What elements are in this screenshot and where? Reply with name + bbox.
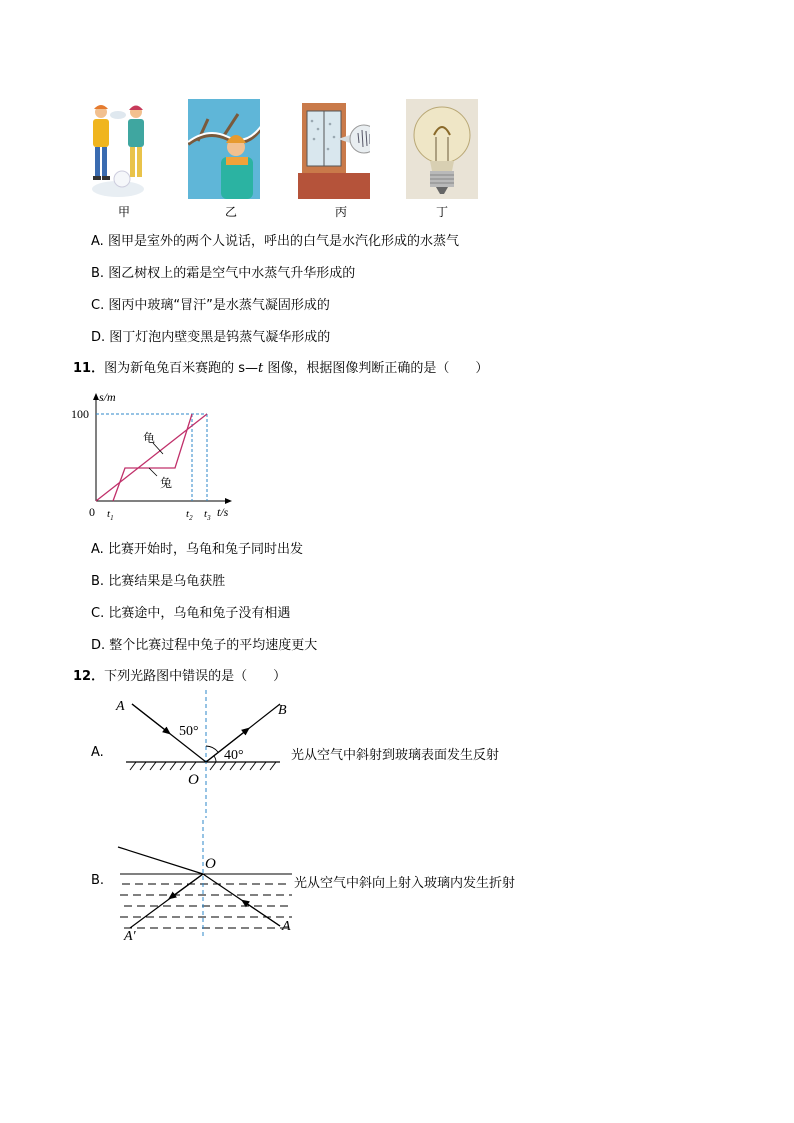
label-O: O [188, 772, 199, 788]
label-B: B [278, 703, 287, 718]
stem-text: 图像，根据图像判断正确的是（ ） [263, 361, 489, 376]
option-text: 比赛结果是乌龟获胜 [108, 574, 226, 589]
option-key: A. [91, 234, 104, 249]
option-text: 比赛开始时，乌龟和兔子同时出发 [107, 542, 303, 557]
figure-bing-illustration [298, 99, 370, 199]
y-axis-label: s/m [99, 390, 116, 404]
q11-option-d[interactable] [91, 634, 317, 653]
stem-text: 图为新龟兔百米赛跑的 s— [104, 361, 258, 376]
air-ray [118, 847, 203, 874]
q11-option-c[interactable] [91, 602, 290, 621]
x-tick-t2: $t_2$ [186, 508, 193, 522]
rabbit-label: 兔 [160, 476, 173, 490]
option-text: 图乙树杈上的霜是空气中水蒸气升华形成的 [108, 266, 356, 281]
question-number: 11． [73, 361, 105, 376]
option-text: 图丙中玻璃“冒汗”是水蒸气凝固形成的 [108, 298, 330, 313]
q12-option-a-key[interactable]: A. [91, 745, 104, 760]
option-key: C. [91, 298, 105, 313]
x-tick-t3: $t_3$ [204, 508, 211, 522]
option-text: 比赛途中，乌龟和兔子没有相遇 [108, 606, 291, 621]
question-number: 12． [73, 669, 105, 684]
turtle-line [96, 414, 207, 501]
label-A: A [282, 919, 291, 934]
option-key: B. [91, 574, 105, 589]
q11-stem [73, 357, 488, 376]
angle-50: 50° [179, 724, 199, 739]
option-key: A. [91, 542, 104, 557]
q10-option-c[interactable] [91, 294, 330, 313]
x-axis-label: t/s [217, 505, 229, 519]
q10-option-b[interactable] [91, 262, 355, 281]
q10-option-d[interactable] [91, 326, 330, 345]
label-A: A [116, 699, 125, 714]
option-text: 整个比赛过程中兔子的平均速度更大 [109, 638, 318, 653]
st-graph [65, 388, 245, 523]
option-text: 图丁灯泡内壁变黑是钨蒸气凝华形成的 [109, 330, 331, 345]
q12-a-description: 光从空气中斜射到玻璃表面发生反射 [291, 748, 500, 763]
figure-yi-illustration [188, 99, 260, 199]
figure-caption-ding: 丁 [435, 205, 448, 219]
x-tick-t1: $t_1$ [107, 508, 114, 522]
figure-ding-illustration [406, 99, 478, 199]
turtle-label: 龟 [143, 431, 156, 445]
origin-label: 0 [89, 505, 95, 519]
q12-stem [73, 665, 286, 684]
q11-option-a[interactable] [91, 538, 303, 557]
figure-caption-jia: 甲 [117, 205, 130, 219]
figure-jia-illustration [82, 99, 154, 199]
q11-option-b[interactable] [91, 570, 225, 589]
q10-option-a[interactable] [91, 230, 459, 249]
q12-a-reflection-diagram [110, 690, 290, 818]
label-O: O [205, 856, 216, 872]
q12-option-b-key[interactable]: B. [91, 873, 105, 888]
figure-caption-yi: 乙 [224, 205, 237, 219]
figure-caption-bing: 丙 [334, 205, 347, 219]
q12-b-refraction-diagram [110, 820, 295, 940]
option-text: 图甲是室外的两个人说话，呼出的白气是水汽化形成的水蒸气 [107, 234, 459, 249]
option-key: B. [91, 266, 105, 281]
y-tick-100: 100 [71, 407, 89, 421]
angle-40: 40° [224, 748, 244, 763]
option-key: D. [91, 330, 106, 345]
stem-var-t: t [258, 361, 264, 376]
option-key: D. [91, 638, 106, 653]
q12-b-description: 光从空气中斜向上射入玻璃内发生折射 [294, 876, 516, 891]
label-A-prime: A′ [124, 929, 136, 940]
stem-text: 下列光路图中错误的是（ ） [104, 669, 287, 684]
option-key: C. [91, 606, 105, 621]
